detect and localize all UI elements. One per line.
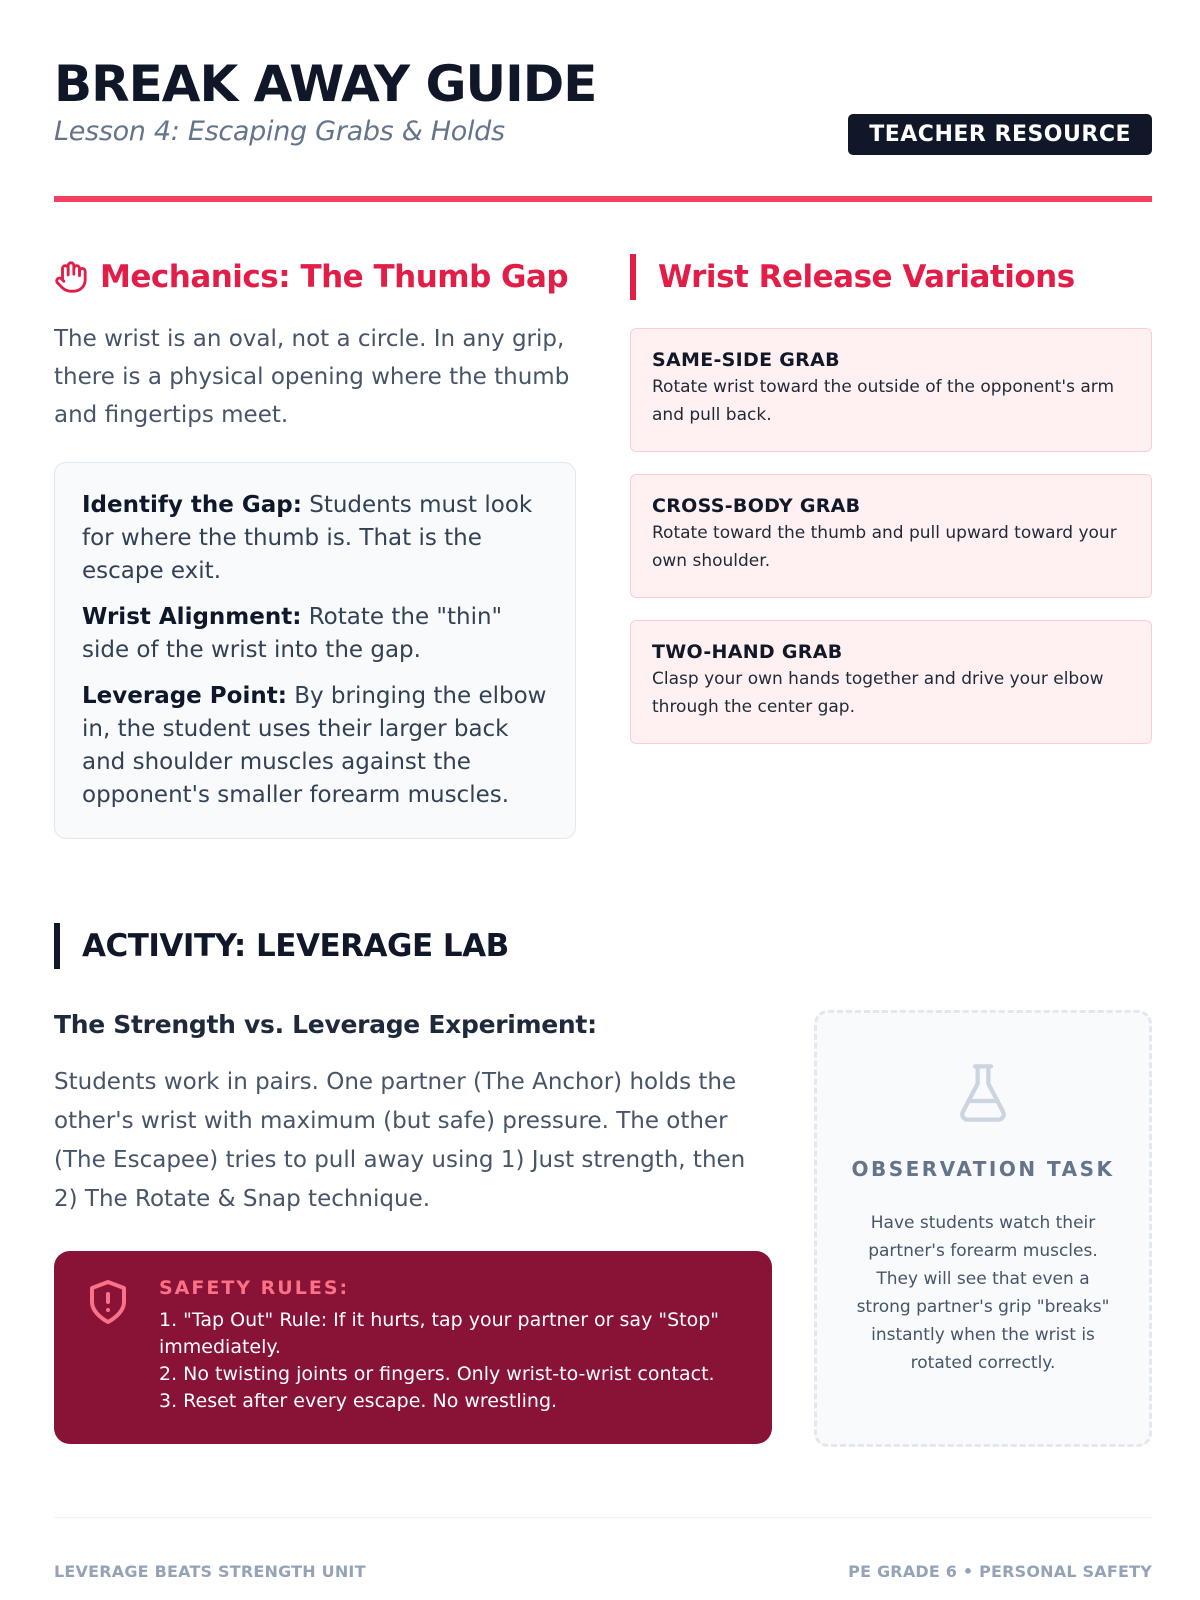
safety-rules-box bbox=[54, 1251, 772, 1444]
variation-card bbox=[630, 328, 1152, 452]
mechanics-heading: Mechanics: The Thumb Gap bbox=[100, 259, 569, 295]
footer-course-label: PE GRADE 6 • PERSONAL SAFETY bbox=[848, 1562, 1152, 1581]
shield-alert-icon bbox=[84, 1277, 132, 1327]
page-footer bbox=[54, 1517, 1152, 1581]
safety-content bbox=[159, 1277, 742, 1418]
point-wrist-alignment bbox=[82, 601, 548, 667]
mechanics-section bbox=[54, 254, 576, 839]
activity-subheading: The Strength vs. Leverage Experiment: bbox=[54, 1010, 597, 1039]
variation-title: TWO-HAND GRAB bbox=[652, 641, 843, 663]
point-leverage bbox=[82, 680, 548, 812]
point-label: Identify the Gap: bbox=[82, 492, 302, 518]
point-text: Rotate the "thin" side of the wrist into the gap. bbox=[82, 604, 503, 663]
safety-rules-list bbox=[159, 1307, 742, 1415]
point-identify-gap bbox=[82, 489, 548, 588]
activity-heading-row bbox=[54, 923, 509, 969]
page-header bbox=[54, 54, 1152, 202]
activity-description: Students work in pairs. One partner (The Anchor) holds the other's wrist with maximum (but safe) pressure. The other (The Escapee) tries to pull away using 1) Just strength, then 2) The Rotate & Snap technique. bbox=[54, 1069, 746, 1212]
variations-heading-row bbox=[630, 254, 1152, 300]
footer-unit-label: LEVERAGE BEATS STRENGTH UNIT bbox=[54, 1562, 366, 1581]
safety-title: SAFETY RULES: bbox=[159, 1277, 350, 1299]
point-label: Leverage Point: bbox=[82, 683, 287, 709]
variations-section bbox=[630, 254, 1152, 744]
lesson-subtitle: Lesson 4: Escaping Grabs & Holds bbox=[54, 116, 505, 147]
safety-rule: 1. "Tap Out" Rule: If it hurts, tap your partner or say "Stop" immediately. bbox=[159, 1309, 720, 1358]
activity-section bbox=[54, 1010, 772, 1444]
variation-description: Rotate toward the thumb and pull upward toward your own shoulder. bbox=[652, 523, 1117, 571]
variation-description: Clasp your own hands together and drive your elbow through the center gap. bbox=[652, 669, 1104, 717]
page-title: BREAK AWAY GUIDE bbox=[54, 55, 597, 113]
point-text: By bringing the elbow in, the student uses their larger back and shoulder muscles against the opponent's smaller forearm muscles. bbox=[82, 683, 547, 808]
variation-card bbox=[630, 620, 1152, 744]
safety-rule: 3. Reset after every escape. No wrestling. bbox=[159, 1390, 558, 1412]
safety-rule: 2. No twisting joints or fingers. Only wrist-to-wrist contact. bbox=[159, 1363, 715, 1385]
thumb-gap-points-box bbox=[54, 462, 576, 839]
point-label: Wrist Alignment: bbox=[82, 604, 302, 630]
variation-title: SAME-SIDE GRAB bbox=[652, 349, 840, 371]
variation-card bbox=[630, 474, 1152, 598]
teacher-resource-badge: TEACHER RESOURCE bbox=[848, 114, 1152, 155]
variation-title: CROSS-BODY GRAB bbox=[652, 495, 861, 517]
observation-title: OBSERVATION TASK bbox=[851, 1157, 1115, 1181]
observation-task-card bbox=[814, 1010, 1152, 1447]
variations-heading: Wrist Release Variations bbox=[658, 259, 1075, 295]
mechanics-heading-row bbox=[54, 254, 576, 300]
activity-heading: ACTIVITY: LEVERAGE LAB bbox=[82, 928, 509, 964]
flask-icon bbox=[951, 1055, 1015, 1131]
point-text: Students must look for where the thumb is. That is the escape exit. bbox=[82, 492, 533, 584]
observation-text: Have students watch their partner's forearm muscles. They will see that even a strong partner's grip "breaks" instantly when the wrist is rotated correctly. bbox=[856, 1213, 1110, 1373]
variations-list bbox=[630, 328, 1152, 744]
mechanics-intro: The wrist is an oval, not a circle. In any grip, there is a physical opening where the thumb and fingertips meet. bbox=[54, 326, 570, 428]
variation-description: Rotate wrist toward the outside of the opponent's arm and pull back. bbox=[652, 377, 1115, 425]
hand-icon bbox=[54, 260, 88, 294]
